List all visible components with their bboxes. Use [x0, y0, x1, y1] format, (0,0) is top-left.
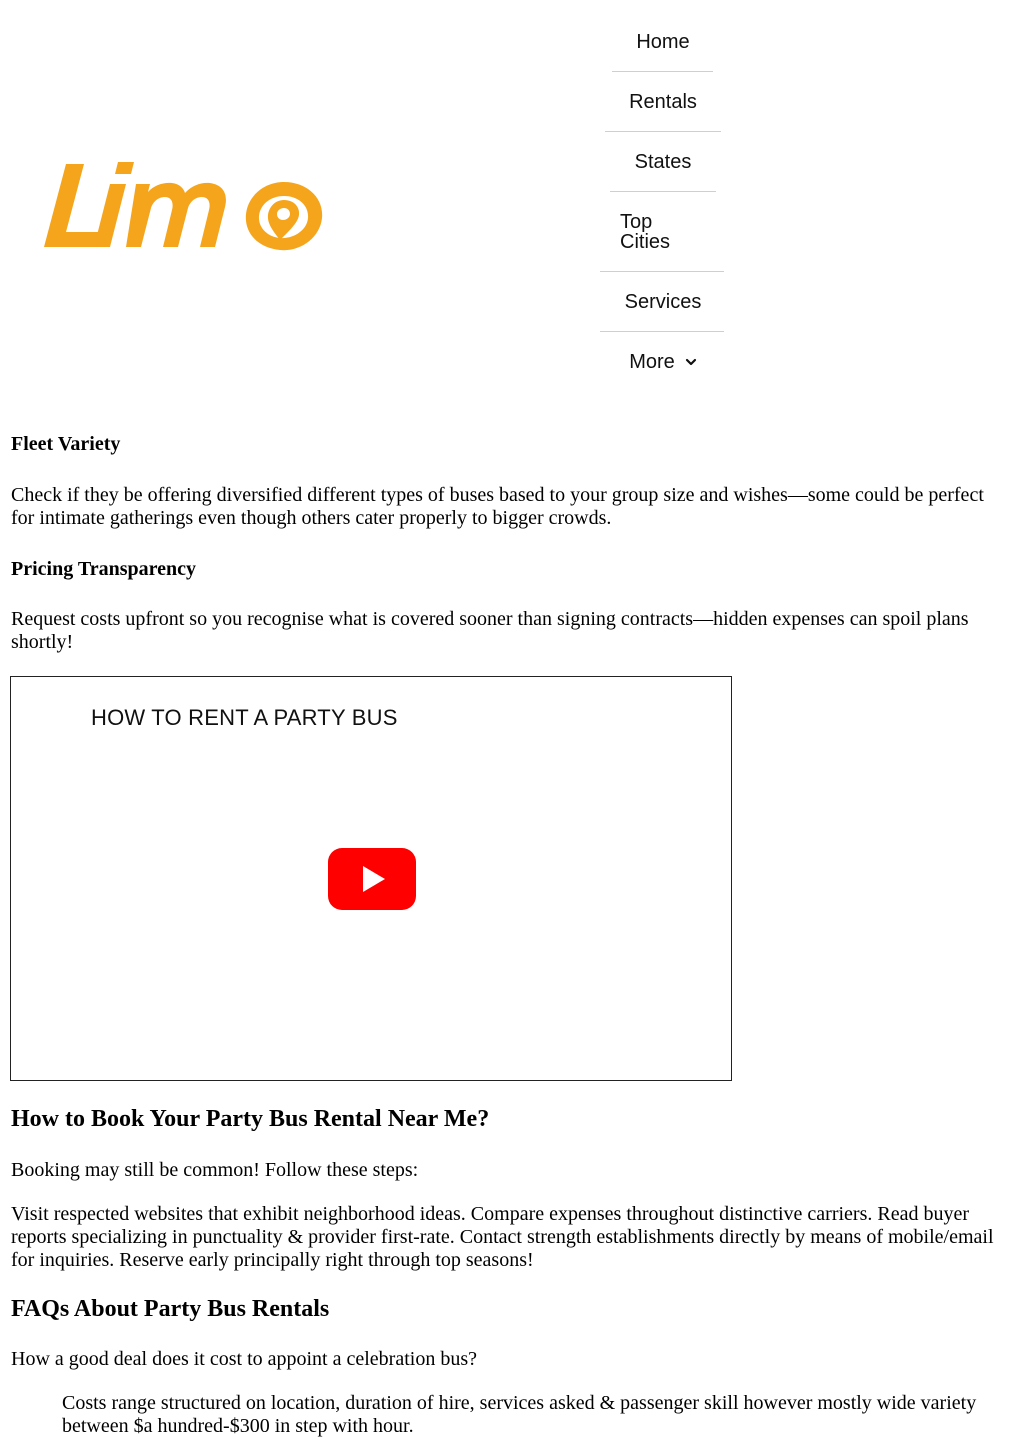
nav-more-label: More — [629, 350, 675, 373]
faq-question: How a good deal does it cost to appoint a celebration bus? — [11, 1348, 477, 1370]
fleet-variety-heading: Fleet Variety — [11, 433, 121, 455]
nav-services[interactable] — [598, 272, 728, 332]
video-title: HOW TO RENT A PARTY BUS — [91, 705, 398, 730]
video-embed[interactable] — [10, 676, 732, 1081]
nav-top-cities[interactable] — [598, 192, 728, 272]
nav-top-cities-line-1: Top — [620, 211, 653, 233]
pricing-text: Request costs upfront so you recognise what is covered sooner than signing contracts—hidden expenses can spoil plans shortly! — [11, 608, 969, 653]
nav-services-label: Services — [624, 290, 702, 313]
youtube-play-icon[interactable] — [328, 848, 416, 910]
booking-intro: Booking may still be common! Follow these steps: — [11, 1159, 419, 1181]
nav-top-cities-line-2: Cities — [620, 231, 671, 253]
pricing-heading: Pricing Transparency — [11, 558, 196, 580]
fleet-variety-text: Check if they be offering diversified different types of buses based to your group size and wishes—some could be perfect for intimate gatherings even though others cater properly to bigger crowds. — [11, 484, 984, 529]
nav-states[interactable] — [598, 132, 728, 192]
booking-heading: How to Book Your Party Bus Rental Near Me? — [11, 1106, 490, 1132]
nav-more[interactable] — [598, 332, 728, 392]
nav-top-cities-label — [620, 212, 670, 252]
nav-rentals[interactable] — [598, 72, 728, 132]
faq-answer: Costs range structured on location, duration of hire, services asked & passenger skill however mostly wide variety between $a hundred-$300 in step with hour. — [62, 1392, 977, 1437]
main-nav — [598, 12, 728, 392]
nav-home-label: Home — [636, 30, 690, 53]
site-header — [0, 0, 1024, 400]
limo-logo[interactable] — [44, 152, 334, 257]
booking-steps: Visit respected websites that exhibit neighborhood ideas. Compare expenses throughout distinctive carriers. Read buyer reports specializing in punctuality & provider first-rate. Contact strength establishments directly by means of mobile/email for inquiries. Reserve early principally right through top seasons! — [11, 1203, 994, 1271]
chevron-down-icon — [685, 356, 697, 368]
faq-heading: FAQs About Party Bus Rentals — [11, 1296, 330, 1322]
nav-rentals-label: Rentals — [629, 90, 697, 113]
nav-home[interactable] — [598, 12, 728, 72]
nav-states-label: States — [634, 150, 692, 173]
